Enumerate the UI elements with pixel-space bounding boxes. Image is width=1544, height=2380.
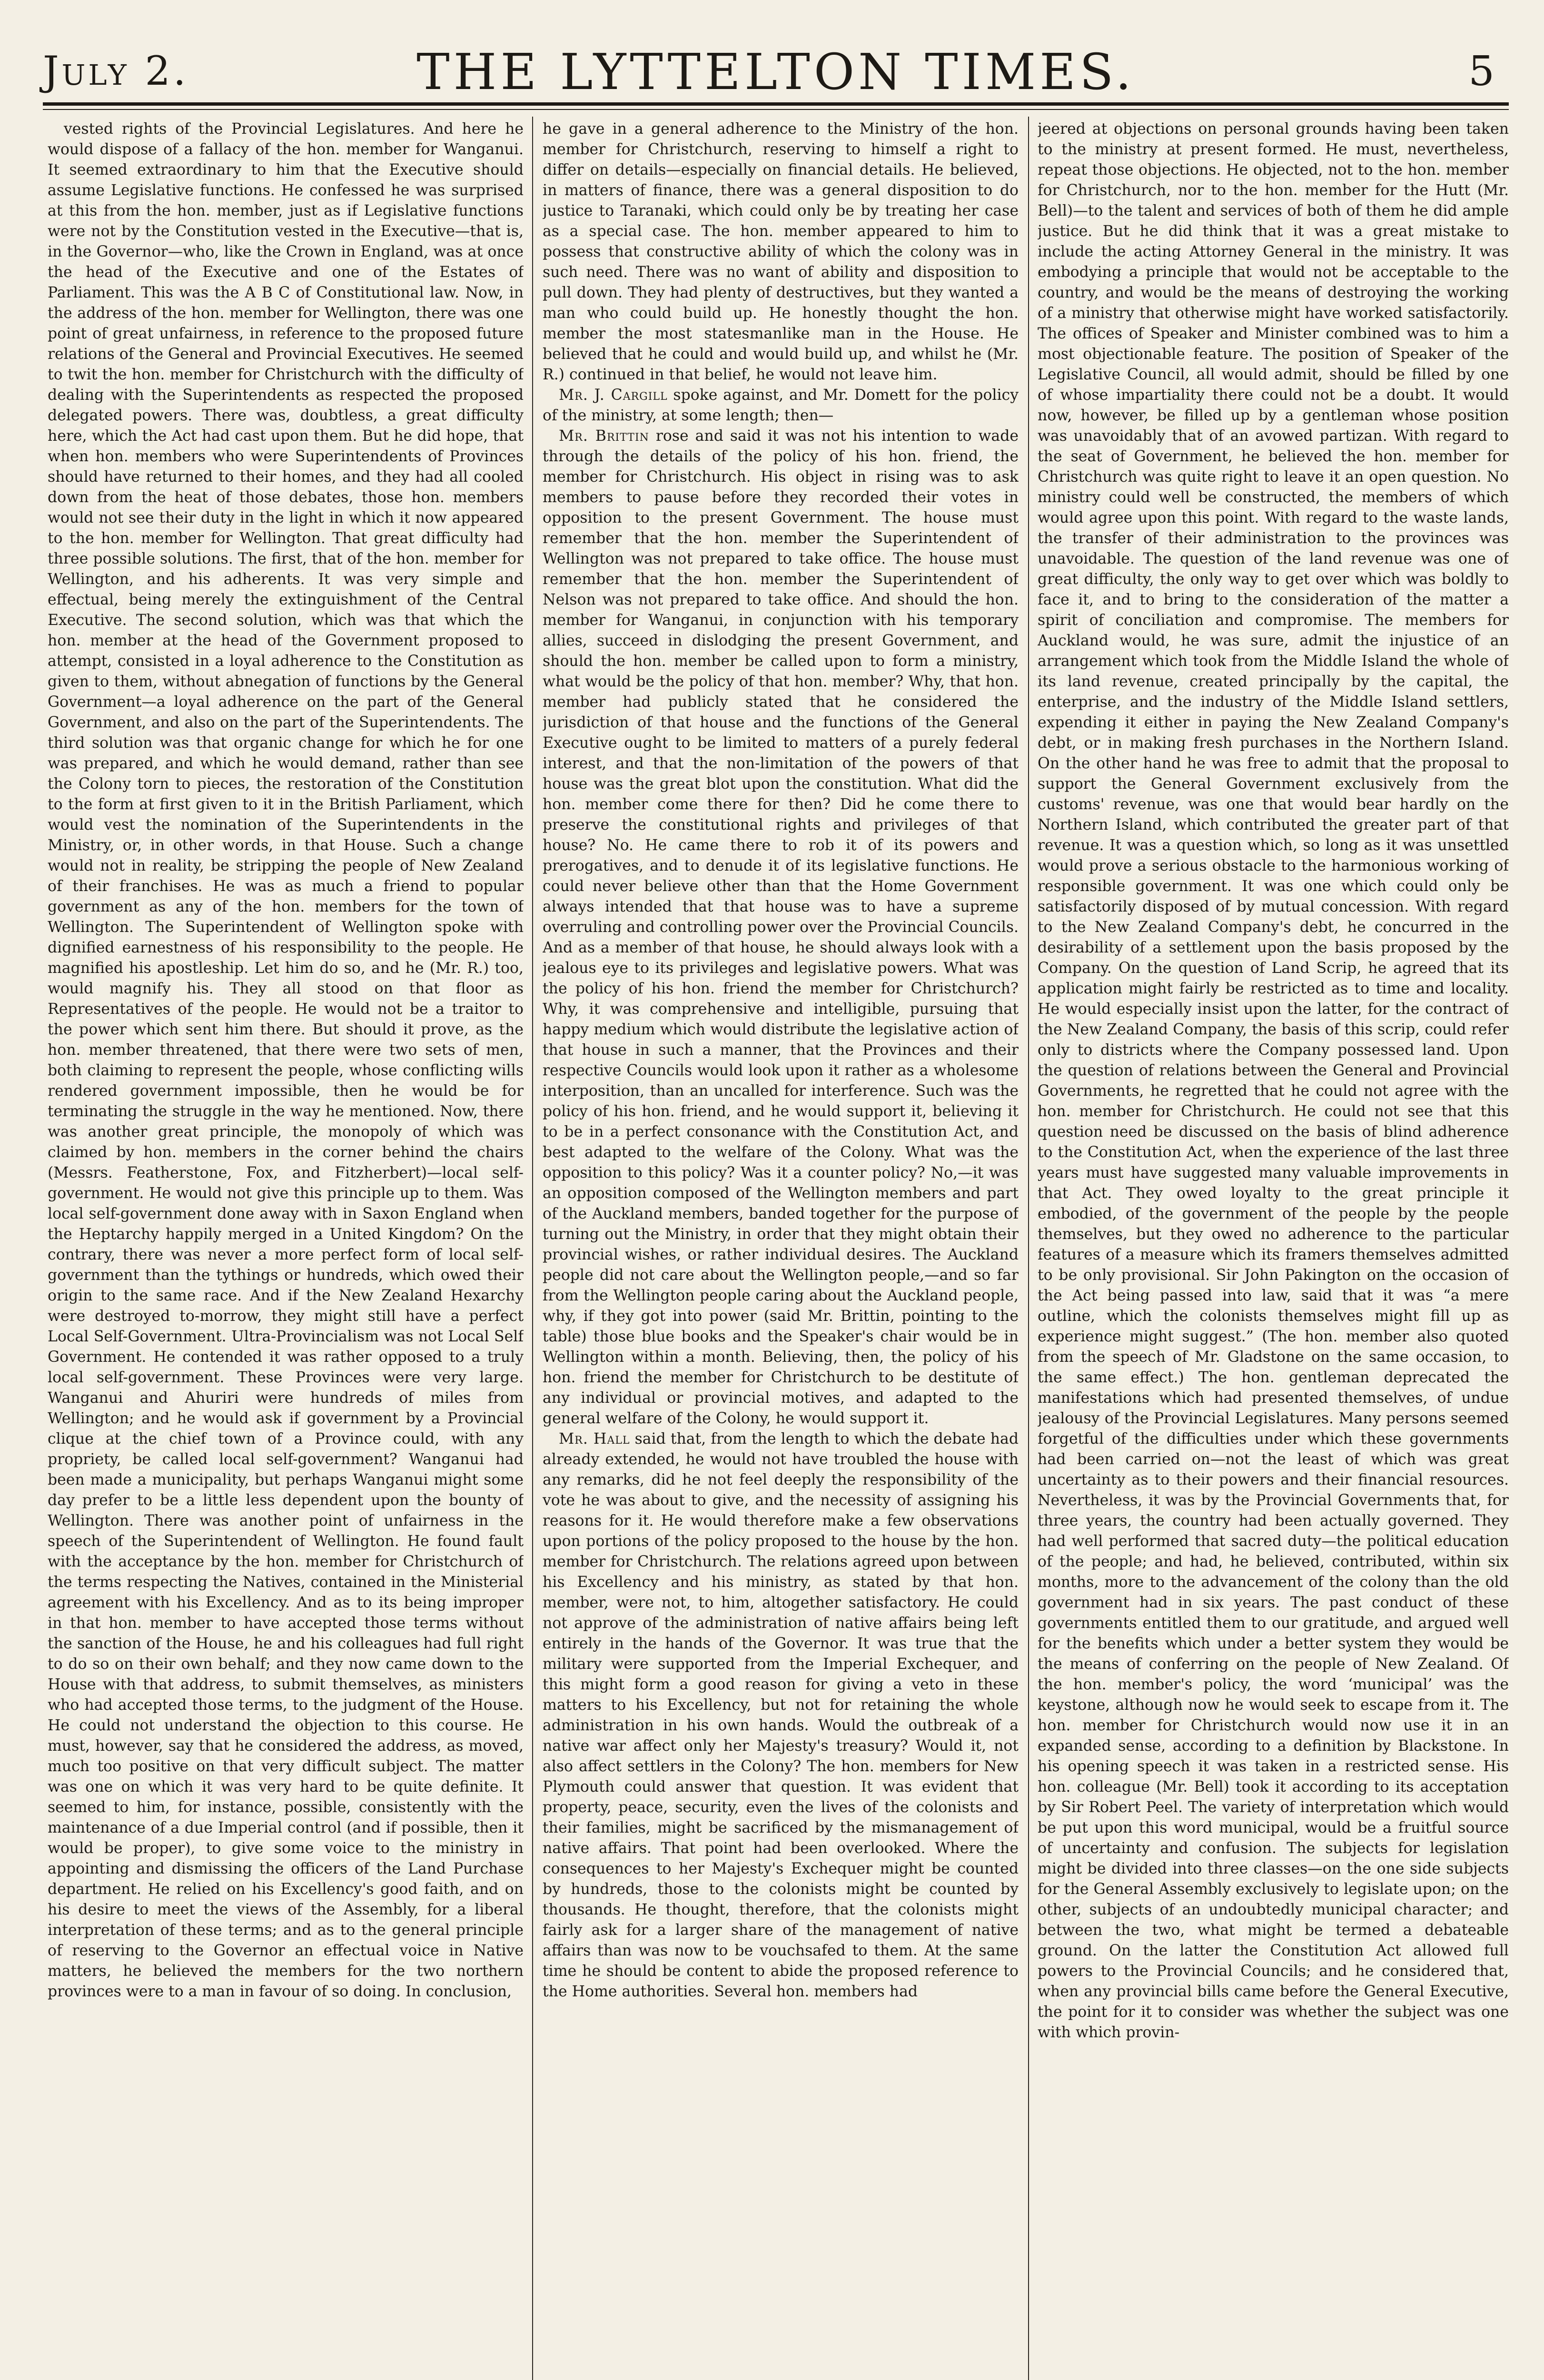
column-divider bbox=[1028, 117, 1029, 2380]
speaker-name: Mr. J. Cargill bbox=[559, 387, 668, 404]
paragraph-text: rose and said it was not his intention to wade through the details of the policy of his hon. friend, the member for Christchurch. His object in rising was to ask members to pause before they recorded their votes in opposition to the present Government. The house must remember that the hon. member the Superintendent of Wellington was not prepared to take office. The house must remember that the hon. member the Superintendent of Nelson was not prepared to take office. And should the hon. member for Wanganui, in conjunction with his temporary allies, succeed in dislodging the present Government, and should the hon. member be called upon to form a ministry, what would be the policy of that hon. member? Why, that hon. member had publicly stated that he considered the jurisdiction of that house and the functions of the General Executive ought to be limited to matters of a purely federal interest, and that the non-limitation of the powers of that house was the great blot upon the constitution. What did the hon. member come there for then? Did he come there to preserve the constitutional rights and privileges of that house? No. He came there to rob it of its powers and prerogatives, and to denude it of its legislative functions. He could never believe other than that the Home Government always intended that that house was to have a supreme overruling and controlling power over the Provincial Councils. And as a member of that house, he should always look with a jealous eye to its privileges and legislative powers. What was the policy of his hon. friend the member for Christchurch? Why, it was comprehensive and intelligible, pursuing that happy medium which would distribute the legislative action of that house in such a manner, that the Provinces and their respective Councils would look upon it rather as a wholesome interposition, than an uncalled for interference. Such was the policy of his hon. friend, and he would support it, believing it to be in a perfect consonance with the Constitution Act, and best adapted to the welfare of the Colony. What was the opposition to this policy? Was it a counter policy? No,—it was an opposition composed of the Wellington members and part of the Auckland members, banded together for the purpose of turning out the Ministry, in order that they might obtain their provincial wishes, or rather individual desires. The Auckland people did not care about the Wellington people,—and so far from the Wellington people caring about the Auckland people, why, if they got into power (said Mr. Brittin, pointing to the table) those blue books and the Speaker's chair would be in Wellington within a month. Believing, then, the policy of his hon. friend the member for Christchurch to be destitute of any individual or provincial motives, and adapted to the general welfare of the Colony, he would support it. bbox=[543, 427, 1019, 1427]
page-number: 5 bbox=[1468, 48, 1495, 95]
paragraph-text: he gave in a general adherence to the Ministry of the hon. member for Christchurch, reserving to himself a right to differ on details—especially on financial details. He believed, in matters of finance, there was a general disposition to do justice to Taranaki, which could only be by treating her case as a special case. The hon. member appeared to him to possess that constructive ability of which the colony was in such need. There was no want of ability and disposition to pull down. They had plenty of destructives, but they wanted a man who could build up. He honestly thought the hon. member the most statesmanlike man in the House. He believed that he could and would build up, and whilst he (Mr. R.) continued in that belief, he would not leave him. bbox=[543, 120, 1019, 383]
column-1 bbox=[48, 119, 524, 2375]
article-paragraph bbox=[543, 1429, 1019, 2002]
column-divider bbox=[532, 117, 533, 2380]
paragraph-text: spoke against, and Mr. Domett for the policy of the ministry, at some length; then— bbox=[543, 387, 1019, 424]
masthead bbox=[43, 38, 1509, 100]
column-2 bbox=[543, 119, 1019, 2375]
header-rule-thin bbox=[43, 109, 1509, 110]
header-rule-thick bbox=[43, 102, 1509, 106]
article-paragraph bbox=[543, 119, 1019, 385]
newspaper-title: THE LYTTELTON TIMES. bbox=[416, 43, 1135, 101]
column-3 bbox=[1038, 119, 1509, 2375]
issue-date: July 2. bbox=[43, 48, 189, 94]
article-paragraph bbox=[543, 385, 1019, 426]
paragraph-text: jeered at objections on personal grounds having been taken to the ministry at present formed. He must, nevertheless, repeat those objections. He objected, not to the hon. member for Christchurch, nor to the hon. member for the Hutt (Mr. Bell)—to the talent and services of both of them he did ample justice. But he did think that it was a great mistake to include the acting Attorney General in the ministry. It was embodying a principle that would not be acceptable to the country, and would be the means of destroying the working of a ministry that otherwise might have worked satisfactorily. The offices of Speaker and Minister combined was to him a most objectionable feature. The position of Speaker of the Legislative Council, all would admit, should be filled by one of whose impartiality there could not be a doubt. It would now, however, be filled up by a gentleman whose position was unavoidably that of an avowed partizan. With regard to the seat of Government, he believed the hon. member for Christchurch was quite right to leave it an open question. No ministry could well be constructed, the members of which would agree upon this point. With regard to the waste lands, the transfer of their administration to the provinces was unavoidable. The question of the land revenue was one of great difficulty, the only way to get over which was boldly to face it, and to bring to the consideration of the matter a spirit of conciliation and compromise. The members for Auckland would, he was sure, admit the injustice of an arrangement which took from the Middle Island the whole of its land revenue, created principally by the capital, the enterprise, and the industry of the Middle Island settlers, expending it either in paying the New Zealand Company's debt, or in making fresh purchases in the Northern Island. On the other hand he was free to admit that the proposal to support the General Government exclusively from the customs' revenue, was one that would bear hardly on the Northern Island, which contributed the greater part of that revenue. It was a question which, so long as it was unsettled would prove a serious obstacle to the harmonious working of responsible government. It was one which could only be satisfactorily disposed of by mutual concession. With regard to the New Zealand Company's debt, he concurred in the desirability of a settlement upon the basis proposed by the Company. On the question of Land Scrip, he agreed that its application might fairly be restricted as to time and locality. He would especially insist upon the latter, for the contract of the New Zealand Company, the basis of this scrip, could refer only to districts where the Company possessed land. Upon the question of relations between the General and Provincial Governments, he regretted that he could not agree with the hon. member for Christchurch. He could not see that this question need be discussed on the basis of blind adherence to the Constitution Act, when the experience of the last three years must have suggested many valuable improvements in that Act. They owed loyalty to the great principle it embodied, of the government of the people by the people themselves, but they owed no adherence to the particular features of a measure which its framers themselves admitted to be only provisional. Sir John Pakington on the occasion of the Act being passed into law, said that it was “a mere outline, which the colonists themselves might fill up as experience might suggest.” (The hon. member also quoted from the speech of Mr. Gladstone on the same occasion, to the same effect.) The hon. gentleman deprecated the manifestations which had presented themselves, of undue jealousy of the Provincial Legislatures. Many persons seemed forgetful of the difficulties under which these governments had been carried on—not the least of which was great uncertainty as to their powers and their financial resources. Nevertheless, it was by the Provincial Governments that, for three years, the country had been actually governed. They had well performed that sacred duty—the political education of the people; and had, he believed, contributed, within six months, more to the advancement of the colony than the old government had in six years. The past conduct of these governments entitled them to our gratitude, and argued well for the benefits which under a better system they would be the means of conferring on the people of New Zealand. Of the hon. member's policy, the word ‘municipal’ was the keystone, although now he would seek to escape from it. The hon. member for Christchurch would now use it in an expanded sense, according to a definition by Blackstone. In his opening speech it was taken in a restricted sense. His hon. colleague (Mr. Bell) took it according to its acceptation by Sir Robert Peel. The variety of interpretation which would be put upon this word municipal, would be a fruitful source of uncertainty and confusion. The subjects for legislation might be divided into three classes—on the one side subjects for the General Assembly exclusively to legislate upon; on the other, subjects of an undoubtedly municipal character; and between the two, what might be termed a debateable ground. On the latter the Constitution Act allowed full powers to the Provincial Councils; and he considered that, when any provincial bills came before the General Executive, the point for it to consider was whether the subject was one with which provin- bbox=[1038, 120, 1509, 2041]
paragraph-text: vested rights of the Provincial Legislatures. And here he would dispose of a fallacy of the hon. member for Wanganui. It seemed extraordinary to him that the Executive should assume Legislative functions. He confessed he was surprised at this from the hon. member, just as if Legislative functions were not by the Constitution vested in the Executive—that is, in the Governor—who, like the Crown in England, was at once the head of the Executive and one of the Estates of Parliament. This was the A B C of Constitutional law. Now, in the address of the hon. member for Wellington, there was one point of great unfairness, in reference to the proposed future relations of the General and Provincial Executives. He seemed to twit the hon. member for Christchurch with the difficulty of dealing with the Superintendents as respected the proposed delegated powers. There was, doubtless, a great difficulty here, which the Act had cast upon them. But he did hope, that when hon. members who were Superintendents of Provinces should have returned to their homes, and they had all cooled down from the heat of those debates, those hon. members would not see their duty in the light in which it now appeared to the hon. member for Wellington. That great difficulty had three possible solutions. The first, that of the hon. member for Wellington, and his adherents. It was very simple and effectual, being merely the extinguishment of the Central Executive. The second solution, which was that which the hon. member at the head of the Government proposed to attempt, consisted in a loyal adherence to the Constitution as given to them, without abnegation of functions by the General Government—a loyal adherence on the part of the General Government, and also on the part of the Superintendents. The third solution was that organic change for which he for one was prepared, and which he would demand, rather than see the Colony torn to pieces, the restoration of the Constitution to the form at first given to it in the British Parliament, which would vest the nomination of the Superintendents in the Ministry, or, in other words, in that House. Such a change would not in reality, be stripping the people of New Zealand of their franchises. He was as much a friend to popular government as any of the hon. members for the town of Wellington. The Superintendent of Wellington spoke with dignified earnestness of his responsibility to the people. He magnified his apostleship. Let him do so, and he (Mr. R.) too, would magnify his. They all stood on that floor as Representatives of the people. He would not be a traitor to the power which sent him there. But should it prove, as the hon. member threatened, that there were two sets of men, both claiming to represent the people, whose conflicting wills rendered government impossible, then he would be for terminating the struggle in the way he mentioned. Now, there was another great principle, the monopoly of which was claimed by hon. members in the corner behind the chairs (Messrs. Featherstone, Fox, and Fitzherbert)—local self-government. He would not give this principle up to them. Was local self-government done away with in Saxon England when the Heptarchy happily merged in a United Kingdom? On the contrary, there was never a more perfect form of local self-government than the tythings or hundreds, which owed their origin to the same race. And if the New Zealand Hexarchy were destroyed to-morrow, they might still have a perfect Local Self-Government. Ultra-Provincialism was not Local Self Government. He contended it was rather opposed to a truly local self-government. These Provinces were very large. Wanganui and Ahuriri were hundreds of miles from Wellington; and he would ask if government by a Provincial clique at the chief town of a Province could, with any propriety, be called local self-government? Wanganui had been made a municipality, but perhaps Wanganui might some day prefer to be a little less dependent upon the bounty of Wellington. There was another point of unfairness in the speech of the Superintendent of Wellington. He found fault with the acceptance by the hon. member for Christchurch of the terms respecting the Natives, contained in the Ministerial agreement with his Excellency. And as to its being improper in that hon. member to have accepted those terms without the sanction of the House, he and his colleagues had full right to do so on their own behalf; and they now came down to the House with that address, to submit themselves, as ministers who had accepted those terms, to the judgment of the House. He could not understand the objection to this course. He must, however, say that he considered the address, as moved, much too positive on that very difficult subject. The matter was one on which it was very hard to be quite definite. It seemed to him, for instance, possible, consistently with the maintenance of a due Imperial control (and if possible, then it would be proper), to give some voice to the ministry in appointing and dismissing the officers of the Land Purchase department. He relied on his Excellency's good faith, and on his desire to meet the views of the Assembly, for a liberal interpretation of these terms; and as to the general principle of reserving to the Governor an effectual voice in Native matters, he believed the members for the two northern provinces were to a man in favour of so doing. In conclusion, bbox=[48, 120, 524, 2000]
article-paragraph bbox=[1038, 119, 1509, 2043]
speaker-name: Mr. Hall bbox=[559, 1430, 630, 1448]
article-paragraph bbox=[48, 119, 524, 2002]
paragraph-text: said that, from the length to which the debate had already extended, he would not have troubled the house with any remarks, did he not feel deeply the responsibility of the vote he was about to give, and the necessity of assigning his reasons for it. He would therefore make a few observations upon portions of the policy proposed to the house by the hon. member for Christchurch. The relations agreed upon between his Excellency and his ministry, as stated by that hon. member, were not, to him, altogether satisfactory. He could not approve of the administration of native affairs being left entirely in the hands of the Governor. It was true that the military were supported from the Imperial Exchequer, and this might form a good reason for giving a veto in these matters to his Excellency, but not for retaining the whole administration in his own hands. Would the outbreak of a native war affect only her Majesty's treasury? Would it, not also affect settlers in the Colony? The hon. members for New Plymouth could answer that question. It was evident that property, peace, security, even the lives of the colonists and their families, might be sacrificed by the mismanagement of native affairs. That point had been overlooked. Where the consequences to her Majesty's Exchequer might be counted by hundreds, those to the colonists might be counted by thousands. He thought, therefore, that the colonists might fairly ask for a larger share of the management of native affairs than was now to be vouchsafed to them. At the same time he should be content to abide the proposed reference to the Home authorities. Several hon. members had bbox=[543, 1430, 1019, 2000]
speaker-name: Mr. Brittin bbox=[559, 427, 649, 445]
article-paragraph bbox=[543, 426, 1019, 1429]
